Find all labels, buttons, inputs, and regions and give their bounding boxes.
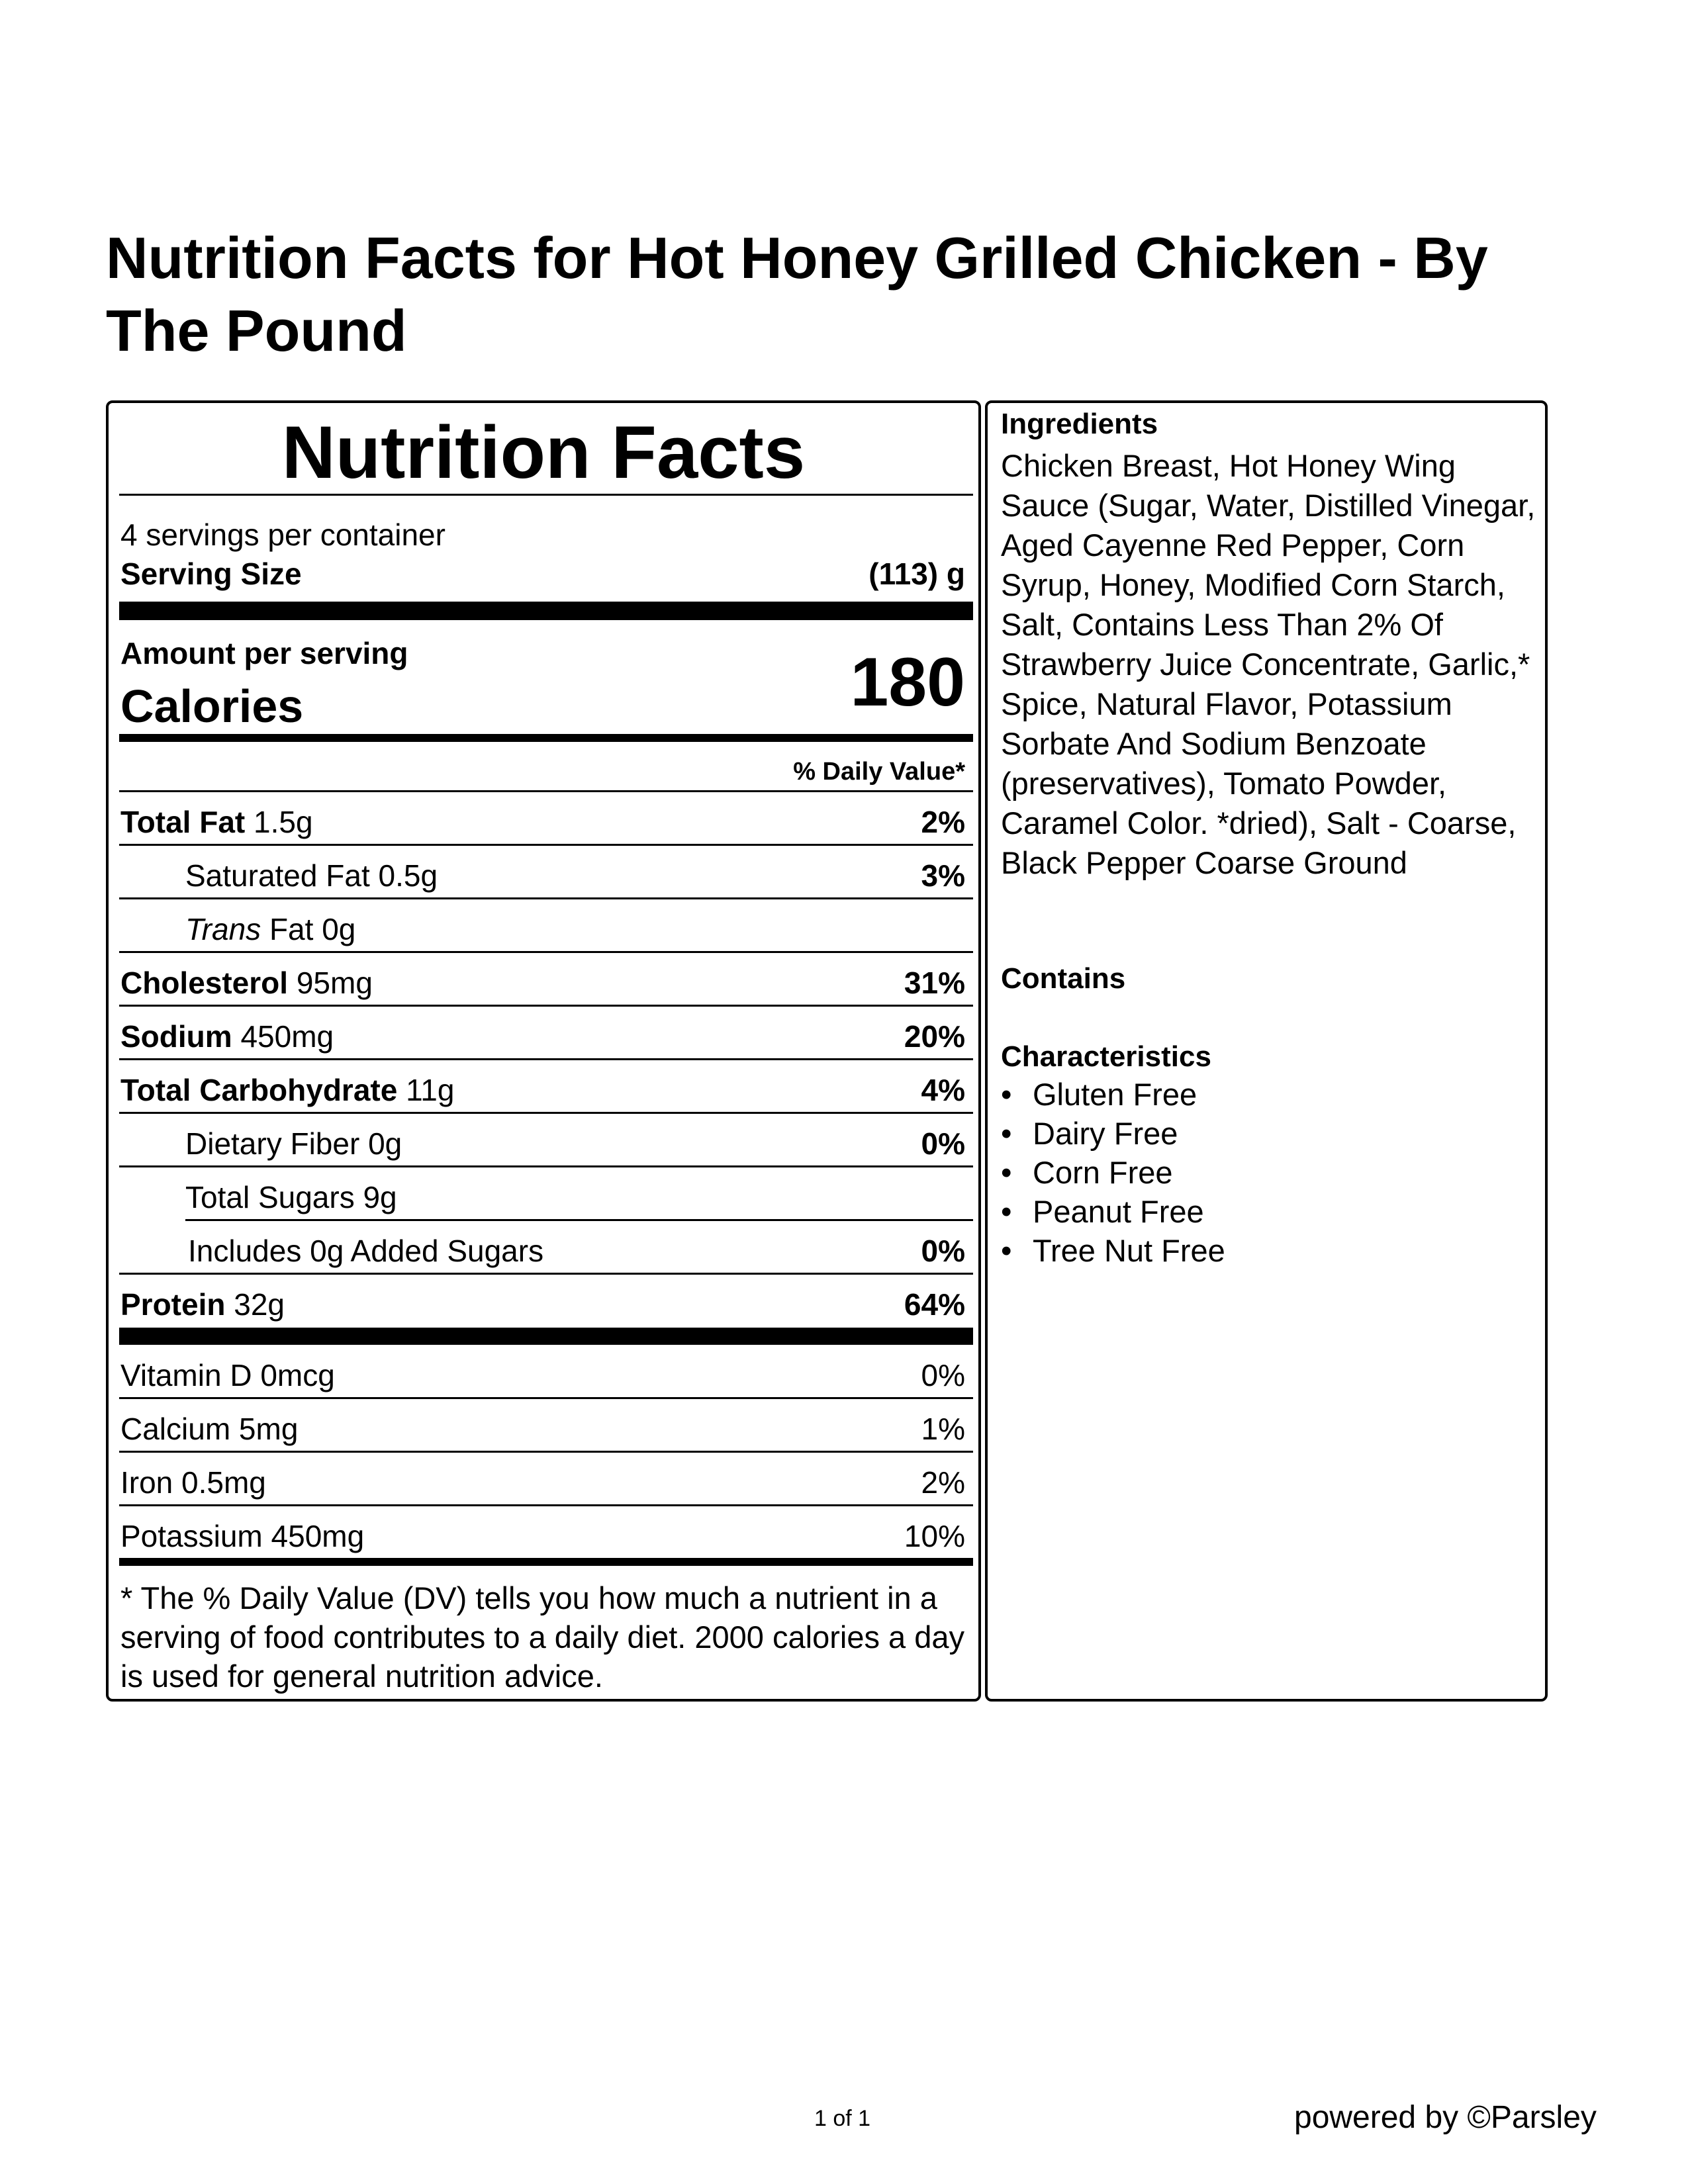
nutrient-total-sugars: Total Sugars 9g — [185, 1180, 397, 1214]
nutrient-name: Total Carbohydrate — [120, 1073, 398, 1107]
characteristic-label: Peanut Free — [1033, 1194, 1204, 1229]
nutrient-cholesterol — [120, 968, 373, 998]
divider — [119, 897, 973, 899]
powered-by-credit: powered by ©Parsley — [1294, 2100, 1597, 2135]
divider — [119, 1273, 973, 1275]
bullet-icon: • — [1001, 1194, 1012, 1229]
nutrient-amount: 1.5g — [254, 805, 313, 839]
nutrient-saturated-fat: Saturated Fat 0.5g — [185, 858, 438, 893]
nutrient-dv: 64% — [904, 1287, 965, 1322]
nutrient-name: Protein — [120, 1287, 226, 1322]
divider — [119, 844, 973, 846]
vitamin-dv: 10% — [904, 1519, 965, 1553]
nutrient-dv: 0% — [921, 1126, 965, 1161]
characteristic-label: Tree Nut Free — [1033, 1233, 1225, 1268]
potassium: Potassium 450mg — [120, 1519, 365, 1553]
bullet-icon: • — [1001, 1155, 1012, 1190]
servings-per-container: 4 servings per container — [120, 518, 445, 552]
indent-divider — [185, 1219, 973, 1221]
calories-label: Calories — [120, 680, 304, 732]
page-number: 1 of 1 — [814, 2106, 871, 2131]
list-item — [1001, 1153, 1225, 1192]
nutrient-dv: 2% — [921, 805, 965, 839]
nutrient-total-carbohydrate — [120, 1075, 454, 1105]
nutrient-name: Total Fat — [120, 805, 246, 839]
list-item — [1001, 1192, 1225, 1231]
characteristic-label: Corn Free — [1033, 1155, 1173, 1190]
serving-size-value: (113) g — [868, 557, 965, 591]
nutrient-total-fat — [120, 807, 313, 837]
characteristic-label: Gluten Free — [1033, 1077, 1197, 1112]
nutrient-dietary-fiber: Dietary Fiber 0g — [185, 1126, 402, 1161]
nutrient-amount: 95mg — [296, 966, 373, 1000]
characteristics-heading: Characteristics — [1001, 1040, 1211, 1073]
nutrient-dv: 0% — [921, 1234, 965, 1268]
vitamin-dv: 2% — [921, 1465, 965, 1500]
nutrient-protein — [120, 1289, 285, 1320]
ingredients-panel — [985, 400, 1548, 1702]
divider — [119, 1165, 973, 1167]
nutrient-trans-fat — [185, 914, 355, 944]
amount-per-serving: Amount per serving — [120, 636, 408, 670]
characteristics-list — [1001, 1075, 1225, 1270]
list-item — [1001, 1114, 1225, 1153]
divider — [119, 1451, 973, 1453]
list-item — [1001, 1231, 1225, 1270]
bullet-icon: • — [1001, 1233, 1012, 1268]
nutrient-name: Cholesterol — [120, 966, 289, 1000]
trans-rest: Fat 0g — [261, 912, 356, 946]
thick-divider — [119, 602, 973, 620]
nutrition-facts-heading: Nutrition Facts — [281, 411, 806, 494]
vitamin-d: Vitamin D 0mcg — [120, 1358, 335, 1392]
calories-value: 180 — [850, 644, 965, 721]
divider — [119, 790, 973, 792]
ingredients-heading: Ingredients — [1001, 408, 1158, 440]
divider — [119, 1005, 973, 1007]
nutrient-added-sugars: Includes 0g Added Sugars — [188, 1234, 544, 1268]
nutrient-name: Sodium — [120, 1019, 232, 1054]
iron: Iron 0.5mg — [120, 1465, 266, 1500]
page-title: Nutrition Facts for Hot Honey Grilled Chicken - By The Pound — [106, 225, 1488, 363]
divider — [119, 1058, 973, 1060]
medium-divider — [119, 1558, 973, 1566]
bullet-icon: • — [1001, 1077, 1012, 1112]
calcium: Calcium 5mg — [120, 1412, 299, 1446]
trans-italic: Trans — [185, 912, 261, 946]
divider — [119, 494, 973, 496]
nutrient-dv: 20% — [904, 1019, 965, 1054]
serving-size-label: Serving Size — [120, 557, 302, 591]
vitamin-dv: 1% — [921, 1412, 965, 1446]
nutrient-sodium — [120, 1021, 334, 1052]
nutrient-amount: 32g — [234, 1287, 285, 1322]
daily-value-footnote: * The % Daily Value (DV) tells you how much a nutrient in a serving of food contributes to a daily diet. 2000 calories a day is used for general nutrition advice. — [120, 1580, 964, 1694]
nutrient-amount: 11g — [406, 1073, 455, 1107]
nutrient-dv: 31% — [904, 966, 965, 1000]
divider — [119, 951, 973, 953]
nutrient-dv: 4% — [921, 1073, 965, 1107]
nutrient-amount: 450mg — [240, 1019, 334, 1054]
list-item — [1001, 1075, 1225, 1114]
divider — [119, 1397, 973, 1399]
thick-divider — [119, 1328, 973, 1345]
medium-divider — [119, 734, 973, 742]
ingredients-text: Chicken Breast, Hot Honey Wing Sauce (Sugar, Water, Distilled Vinegar, Aged Cayenne Red Pepper, Corn Syrup, Honey, Modified Corn Starch, Salt, Contains Less Than 2% Of Strawberry Juice Concentrate, Garlic,* Spice, Natural Flavor, Potassium Sorbate And Sodium Benzoate (preservatives), Tomato Powder, Caramel Color. *dried), Salt - Coarse, Black Pepper Coarse Ground — [1001, 448, 1536, 880]
nutrient-dv: 3% — [921, 858, 965, 893]
characteristic-label: Dairy Free — [1033, 1116, 1178, 1151]
divider — [119, 1112, 973, 1114]
nutrition-facts-label — [106, 400, 981, 1702]
divider — [119, 1504, 973, 1506]
bullet-icon: • — [1001, 1116, 1012, 1151]
daily-value-header: % Daily Value* — [793, 758, 965, 786]
contains-heading: Contains — [1001, 962, 1126, 995]
vitamin-dv: 0% — [921, 1358, 965, 1392]
